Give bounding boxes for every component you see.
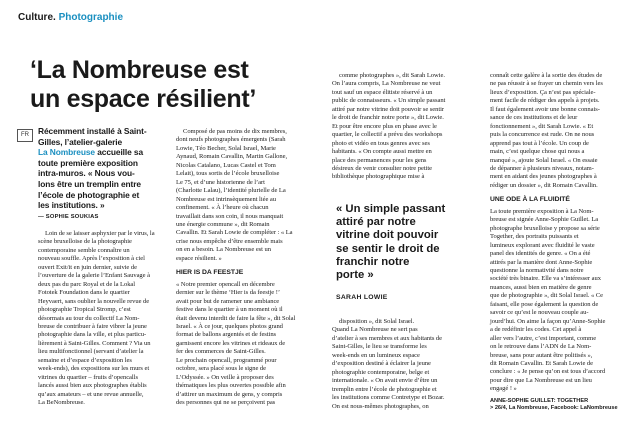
text-line: Composé de pas moins de dix membres, [183,128,287,135]
text-line: week-ends), des expositions sur les murs et [38,365,150,373]
text-line: travaillait dans son coin, il nous manquait [176,212,284,220]
text-line: espace résilient. » [176,254,222,262]
text-line: lieu multifonctionnel (servant d’atelier la [38,348,144,356]
lead-line: toute première exposition [38,157,138,168]
text-line: rédiger un dossier », dit Romain Cavallin. [490,181,598,189]
text-line: Aynaud, Romain Cavallin, Martin Gallone, [176,153,288,161]
text-line: lumineux explorant avec fluidité le vaste [490,241,595,249]
text-line: lieux d’exposition. Ça n’est pas spéciale- [490,88,596,96]
text-line: sance de ces institutions et de leur [490,114,578,122]
text-line: Quand La Nombreuse ne sert pas [332,326,418,334]
text-line: d’exposition destiné à éclairer la jeune [332,360,431,368]
text-line: semaine et d’espace d’exposition les [38,356,132,364]
byline: — SOPHIE SOUKIAS [38,214,99,220]
text-line: désireux de venir consulter notre petite [332,164,432,172]
text-line: « Notre premier opencall en décembre [176,280,275,288]
exhibition-info [490,398,630,413]
body-column-3-continued [332,318,478,411]
text-line: crise nous empêche d’être ensemble mais [176,237,283,245]
text-line: puis la concurrence est rude. On ne nous [490,131,595,139]
lead-accent: La Nombreuse [38,147,95,158]
text-line: attirés par la manière dont Anne-Sophie [490,258,593,266]
text-line: octobre, sera placé sous le signe de [176,365,267,373]
lead-line: Récemment installé à Saint- [38,126,147,136]
text-line: tout sauf un espace élitiste réservé à un [332,88,433,96]
text-line: Heyvaert, sans oublier la nouvelle revue de [38,297,150,305]
pull-quote-line: se sentir le droit de [336,242,440,255]
text-line: photographie contemporaine, belge et [332,368,430,376]
text-line: connaît cette galère à la sortie des études de [490,72,603,79]
section-subcategory: Photographie [58,12,124,23]
text-line: on le retrouve dans l’ADN de La Nom- [490,343,592,351]
text-line: manqué », ajoute Solal Israel. « On essaie [490,156,598,164]
body-column-3 [332,72,478,182]
text-line: photographie dans la ville, et plus particu- [38,331,147,339]
text-line: photographe bruxelloise y propose sa série [490,224,600,232]
text-line: dit Romain Cavallin. Et Sarah Lowie de [490,359,594,367]
lead-line: accueille sa [94,147,144,158]
text-line: place des permanences pour les gens [332,156,427,164]
text-line: nouveau souffle. Après l’exposition à ciel [38,255,145,263]
text-line: qu’aux amateurs – et une revue annuelle, [38,390,144,398]
text-line: format de ballons argentés et de festins [176,331,277,339]
pull-quote-line: franchir notre [336,255,410,268]
text-line: On est nous-mêmes photographes, on [332,402,429,410]
pull-quote-line: « Un simple passant [336,203,446,215]
text-line: disposition », dit Solal Israel. [339,318,415,325]
text-line: questionne la normativité dans notre [490,266,584,274]
text-line: ment en aidant des jeunes photographes à [490,173,597,181]
paragraph [176,281,318,408]
text-line: ne pas réussir à se frayer un chemin vers les [490,80,603,88]
text-line: vitrines du quartier – fruits d’opencalls [38,373,138,381]
text-line: lancés aussi bien aux photographes établis [38,382,147,390]
text-line: avait pour but de ramener une ambiance [176,297,280,305]
text-line: (Charlotte Lalau), l’identité plurielle de La [176,187,286,195]
text-line: comme photographes », dit Sarah Lowie. [339,72,445,79]
text-line: aller vers l’autre, c’est important, comme [490,334,597,342]
text-line: on en a besoin. La Nombreuse est un [176,246,271,254]
language-badge: FR [17,129,33,142]
pull-quote [336,203,476,282]
text-line: Loin de se laisser asphyxier par le virus, la [45,230,155,237]
headline-line: un espace résilient’ [30,85,257,113]
text-line: ouvert Exit/it en juin dernier, suivie de [38,263,137,271]
text-line: a de redéfinir les codes. Cet appel à [490,326,582,334]
text-line: société très binaire. Elle va s’intéresser aux [490,275,601,283]
text-line: On l’aura compris, La Nombreuse ne veut [332,80,441,88]
text-line: savoir ce qu’est le nouveau couple au- [490,309,589,317]
text-line: dont neufs photographes émergents (Sarah [176,136,286,144]
text-line: d’atelier à ses membres et aux habitants de [332,334,443,342]
text-line: nuances, aussi bien en matière de genre [490,283,592,291]
section-header [18,12,123,23]
text-line: lièrement à Saint-Gilles. Comment ? Via un [38,339,151,347]
text-line: Israel. « À ce jour, quelques photos grand [176,322,283,330]
text-line: désormais au tour du collectif La Nom- [38,314,140,322]
text-line: ment facile de rédiger des appels à projets. [490,97,600,105]
text-line: Nicolas Catalano, Lucas Castel et Tom [176,161,276,169]
text-line: tremplin entre l’école de photographie et [332,385,437,393]
lead-line: intra-muros. « Nous vou- [38,168,135,179]
exhibition-title: ANNE-SOPHIE GUILLET: TOGETHER [490,398,589,404]
text-line: attiré par notre vitrine doit pouvoir se sentir [332,105,445,113]
exhibition-details: > 26/4, La Nombreuse, Facebook: LaNombreuse [490,405,618,412]
text-line: conclure : « Je pense qu’on est tous d’accord [490,368,606,376]
text-line: festive dans le quartier à un moment où il [176,306,283,314]
text-line: Et pour être encore plus en phase avec le [332,122,437,130]
text-line: engagé ! » [490,385,517,393]
pull-quote-author: SARAH LOWIE [336,294,388,301]
lead-line: les institutions. » [38,200,105,211]
text-line: La BeNombreuse. [38,399,85,407]
text-line: contemporaine semble connaître un [38,246,130,254]
subheading: UNE ODE À LA FLUIDITÉ [490,196,570,204]
paragraph [490,72,630,190]
text-line: des personnes qui ne se perçoivent pas [176,399,276,407]
text-line: dernier sur le thème ‘Hier is da feestje !’ [176,289,281,297]
text-line: Together, des portraits puissants et [490,233,579,241]
text-line: le droit de franchir notre porte », dit Lowie. [332,114,444,122]
text-line: une énergie commune », dit Romain [176,220,270,228]
text-line: habitants. « On compte aussi mettre en [332,148,432,156]
text-line: l’ouverture de la galerie l’Enfant Sauvage à [38,272,150,280]
text-line: photographie Tropical Stromp, c’est [38,306,131,314]
text-line: Le 75, et d’une historienne de l’art [176,178,265,186]
text-line: internationale. « On avait envie d’être un [332,377,438,385]
text-line: fer des commerces de Saint-Gilles. [176,348,266,356]
text-line: Lowie, Téo Becher, Solal Israel, Marie [176,144,276,152]
text-line: deux pas du parc Royal et de la Lokal [38,280,136,288]
text-line: thématiques les plus ouvertes possible afin [176,382,286,390]
lead-line: lons être un tremplin entre [38,178,141,189]
text-line: était devenu interdit de faire la fête », dit Solal [176,314,296,322]
text-line: fonctionnement », dit Sarah Lowie. « Et [490,122,594,130]
text-line: breuse de contribuer à faire vibrer la jeune [38,322,147,330]
body-column-2 [176,128,318,408]
text-line: pour dire que La Nombreuse est un lieu [490,376,592,384]
text-line: week-ends en un lumineux espace [332,351,420,359]
headline [30,56,320,114]
text-line: Il faut également avoir une bonne connais- [490,105,600,113]
text-line: jourd’hui. On aime la façon qu’Anne-Sophie [490,317,606,325]
text-line: garnissent encore les vitrines et rideaux de [176,339,286,347]
paragraph [176,128,318,263]
text-line: Cavallin. Et Sarah Lowie de compléter : « La [176,229,293,237]
text-line: public de connaisseurs. « Un simple passant [332,97,446,105]
lead-paragraph [38,126,160,211]
text-line: La toute première exposition à La Nom- [490,207,594,215]
pull-quote-line: vitrine doit pouvoir [336,229,439,242]
text-line: panel des identités de genre. « On a été [490,250,591,258]
text-line: breuse, sans pour autant être politisés », [490,351,593,359]
text-line: scène bruxelloise de la photographie [38,238,132,246]
text-line: faisant, elle pose également la question de [490,300,599,308]
pull-quote-line: attiré par notre [336,216,416,229]
text-line: apprend pas tout à l’école. Un coup de [490,139,589,147]
text-line: Fototek Foundation dans le quartier [38,289,130,297]
paragraph [490,208,630,394]
text-line: Lelait), tous sortis de l’école bruxelloise [176,170,280,178]
section-name: Culture. [18,12,56,23]
text-line: que de photographie », dit Solal Israel. « Ce [490,292,604,300]
lead-line: Gilles, l’atelier-galerie [38,136,123,147]
lead-line: l’école de photographie et [38,189,140,200]
text-line: Nombreuse est intrinsèquement liée au [176,195,276,203]
text-line: d’attirer un maximum de gens, y compris [176,390,283,398]
text-line: Saint-Gilles, le lieu se transforme les [332,343,427,351]
text-line: L’Odyssée. » On veille à proposer des [176,373,274,381]
text-line: photo et vidéo en tous genres avec ses [332,139,430,147]
text-line: Le prochain opencall, programmé pour [176,356,277,364]
text-line: confinement. « À l’heure où chacun [176,204,269,212]
body-column-4 [490,72,630,394]
headline-line: ‘La Nombreuse est [30,56,249,84]
pull-quote-line: porte » [336,269,374,282]
text-line: les institutions comme Contretype et Bozar. [332,394,445,402]
text-line: main, c’est quelque chose qui nous a [490,148,585,156]
text-line: bibliothèque photographique mise à [332,173,425,181]
text-line: breuse est signée Anne-Sophie Guillet. La [490,216,599,224]
text-line: de dépanner à plusieurs niveaux, notam- [490,164,594,172]
subheading: HIER IS DA FEESTJE [176,269,244,277]
text-line: quartier, le collectif a prévu des workshops [332,131,443,139]
body-column-1 [38,230,166,408]
